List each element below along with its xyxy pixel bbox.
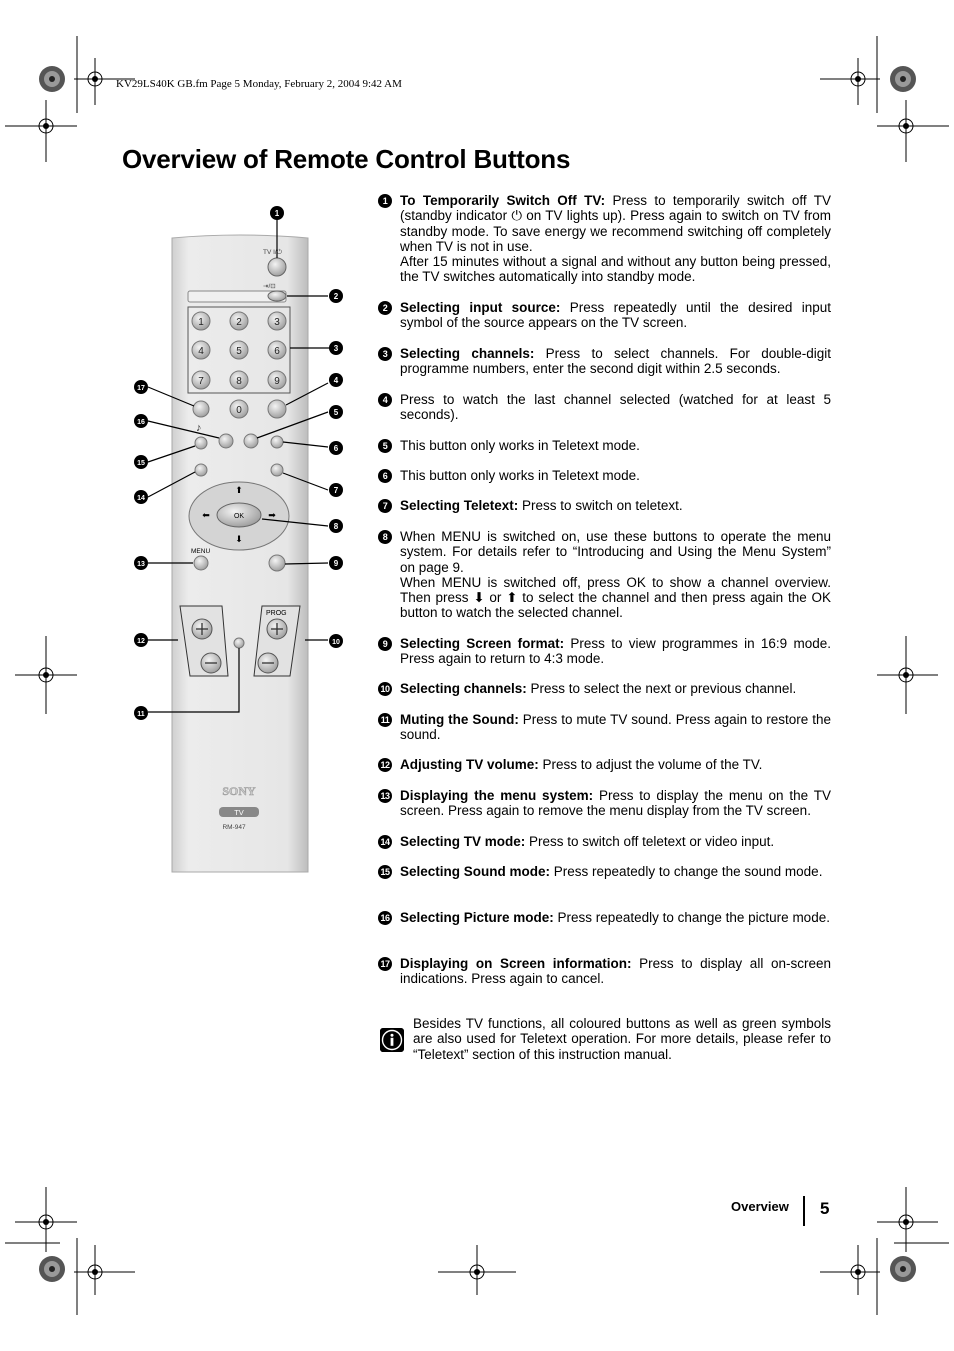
input-select-button[interactable] <box>268 291 286 301</box>
footer-section-label: Overview <box>731 1199 789 1214</box>
digit-label: 6 <box>274 346 280 357</box>
item-heading: Selecting Picture mode: <box>400 910 554 925</box>
item-heading: Selecting Screen format: <box>400 636 565 651</box>
item-heading: Selecting channels: <box>400 346 535 361</box>
callout-number: 12 <box>137 638 145 645</box>
callout-number: 9 <box>333 559 339 568</box>
item-heading: Displaying the menu system: <box>400 788 594 803</box>
brand-logo: SONY <box>222 784 256 798</box>
callout-number: 10 <box>332 639 340 646</box>
teletext-button-5[interactable] <box>244 434 258 448</box>
ok-label: OK <box>233 513 245 520</box>
item-heading: Selecting Teletext: <box>400 498 519 513</box>
digit-label: 3 <box>274 317 280 328</box>
item-text-continued: When MENU is switched off, press OK to show a channel overview. Then press ⬇ or ⬆ to select the channel and then press again the OK button to watch the selected channel. <box>400 574 831 621</box>
remote-control-illustration <box>120 200 360 880</box>
item-heading: Selecting TV mode: <box>400 834 526 849</box>
menu-label: MENU <box>191 548 211 555</box>
menu-button[interactable] <box>194 556 208 570</box>
item-number: 5 <box>378 439 392 453</box>
item-number: 6 <box>378 469 392 483</box>
callout-number: 15 <box>137 460 145 467</box>
item-text: Press to select channels. For double-digit programme numbers, enter the second digit within 2.5 seconds. <box>400 346 831 377</box>
model-label: RM-947 <box>222 824 246 831</box>
callout-number: 13 <box>137 561 145 568</box>
description-item <box>378 834 831 849</box>
item-heading: Selecting Sound mode: <box>400 864 551 879</box>
item-text: Press to switch on teletext. <box>518 498 683 513</box>
description-item <box>378 300 831 331</box>
item-number: 4 <box>378 393 392 407</box>
item-number: 2 <box>378 301 392 315</box>
item-number: 16 <box>378 911 392 925</box>
footer-divider <box>803 1196 805 1226</box>
sound-mode-button[interactable] <box>195 437 207 449</box>
file-info: KV29LS40K GB.fm Page 5 Monday, February 2, 2004 9:42 AM <box>116 78 402 90</box>
digit-label: 2 <box>236 317 242 328</box>
callout-number: 5 <box>333 408 339 417</box>
arrow-left-icon: ⬅ <box>202 510 210 520</box>
description-item <box>378 438 831 453</box>
item-text: Press to view programmes in 16:9 mode. Press again to return to 4:3 mode. <box>400 636 831 667</box>
description-item <box>378 498 831 513</box>
tv-badge-label: TV <box>234 808 244 817</box>
digit-label: 5 <box>236 346 242 357</box>
item-number: 7 <box>378 499 392 513</box>
item-text: Press repeatedly to change the sound mode. <box>550 864 823 879</box>
item-heading: Selecting channels: <box>400 681 527 696</box>
tv-power-label: TV I/⏻ <box>263 249 282 256</box>
item-text: Press to temporarily switch off TV (standby indicator ⏻ on TV lights up). Press again to switch on TV from standby mode. To save energy we recommend switching off completely when TV is not in use. <box>400 193 831 254</box>
callout-number: 8 <box>333 522 339 531</box>
description-item <box>378 956 831 987</box>
item-number: 1 <box>378 194 392 208</box>
item-text: Press to select the next or previous channel. <box>526 681 797 696</box>
item-number: 10 <box>378 682 392 696</box>
item-text: Press to display all on-screen indications. Press again to cancel. <box>400 956 831 987</box>
item-number: 3 <box>378 347 392 361</box>
callout-number: 7 <box>333 486 339 495</box>
music-note-icon: ♪ <box>196 422 202 434</box>
description-item <box>378 468 831 483</box>
item-number: 11 <box>378 713 392 727</box>
callout-number: 14 <box>137 495 145 502</box>
item-heading: Selecting input source: <box>400 300 561 315</box>
input-label: ⇥/⊡ <box>263 283 276 290</box>
note-text: Besides TV functions, all coloured buttons as well as green symbols are also used for Teletext operation. For more details, please refer to “Teletext” section of this instruction manual. <box>413 1016 831 1062</box>
item-heading: To Temporarily Switch Off TV: <box>400 193 606 208</box>
item-text: When MENU is switched on, use these buttons to operate the menu system. For details refer to “Introducing and Using the Menu System” on page 9. <box>400 529 831 575</box>
item-number: 17 <box>378 957 392 971</box>
item-text: Press repeatedly until the desired input symbol of the source appears on the TV screen. <box>400 300 831 331</box>
digit-label: 8 <box>236 376 242 387</box>
description-item <box>378 529 831 621</box>
description-item <box>378 910 831 925</box>
callout-number: 2 <box>333 292 339 301</box>
description-item <box>378 636 831 667</box>
item-number: 13 <box>378 789 392 803</box>
item-text: Press to adjust the volume of the TV. <box>538 757 763 772</box>
arrow-right-icon: ➡ <box>268 510 276 520</box>
callout-number: 17 <box>137 385 145 392</box>
info-icon <box>380 1028 404 1052</box>
screen-format-button[interactable] <box>269 555 285 571</box>
info-note <box>378 1016 831 1062</box>
description-item <box>378 757 831 772</box>
callout-number: 3 <box>333 344 339 353</box>
teletext-toggle-button[interactable] <box>271 464 283 476</box>
item-number: 12 <box>378 758 392 772</box>
last-channel-button[interactable] <box>268 400 286 418</box>
item-number: 9 <box>378 637 392 651</box>
item-heading: Adjusting TV volume: <box>400 757 539 772</box>
item-text-continued: After 15 minutes without a signal and without any button being pressed, the TV switches automatically into standby mode. <box>400 254 831 285</box>
power-button[interactable] <box>268 258 286 276</box>
picture-mode-button[interactable] <box>219 434 233 448</box>
mute-button[interactable] <box>234 638 244 648</box>
description-item <box>378 712 831 743</box>
item-number: 8 <box>378 530 392 544</box>
item-text: Press repeatedly to change the picture mode. <box>553 910 830 925</box>
callout-number: 11 <box>137 711 145 718</box>
page-number: 5 <box>820 1199 830 1218</box>
description-item <box>378 864 831 879</box>
page-title: Overview of Remote Control Buttons <box>122 144 571 174</box>
description-item <box>378 681 831 696</box>
digit-label: 4 <box>198 346 204 357</box>
description-item <box>378 346 831 377</box>
callout-number: 4 <box>333 376 339 385</box>
description-item <box>378 392 831 423</box>
item-text: Press to switch off teletext or video input. <box>525 834 775 849</box>
description-item <box>378 193 831 285</box>
item-text: Press to watch the last channel selected (watched for at least 5 seconds). <box>400 392 831 423</box>
callout-number: 16 <box>137 419 145 426</box>
digit-label: 0 <box>236 405 242 416</box>
item-heading: Muting the Sound: <box>400 712 519 727</box>
teletext-button-6[interactable] <box>271 436 283 448</box>
prog-label: PROG <box>266 610 287 617</box>
arrow-up-icon: ⬆ <box>235 485 243 495</box>
tv-mode-button[interactable] <box>195 464 207 476</box>
callout-number: 6 <box>333 444 339 453</box>
item-heading: Displaying on Screen information: <box>400 956 632 971</box>
info-button[interactable] <box>193 401 209 417</box>
item-text: Press to display the menu on the TV screen. Press again to remove the menu display from the TV screen. <box>400 788 831 819</box>
item-number: 14 <box>378 835 392 849</box>
item-text: This button only works in Teletext mode. <box>400 438 640 453</box>
item-number: 15 <box>378 865 392 879</box>
description-item <box>378 788 831 819</box>
item-text: Press to mute TV sound. Press again to restore the sound. <box>400 712 831 743</box>
digit-label: 1 <box>198 317 204 328</box>
item-text: This button only works in Teletext mode. <box>400 468 640 483</box>
arrow-down-icon: ⬇ <box>235 534 243 544</box>
digit-label: 7 <box>198 376 204 387</box>
callout-number: 1 <box>274 209 280 218</box>
digit-label: 9 <box>274 376 280 387</box>
